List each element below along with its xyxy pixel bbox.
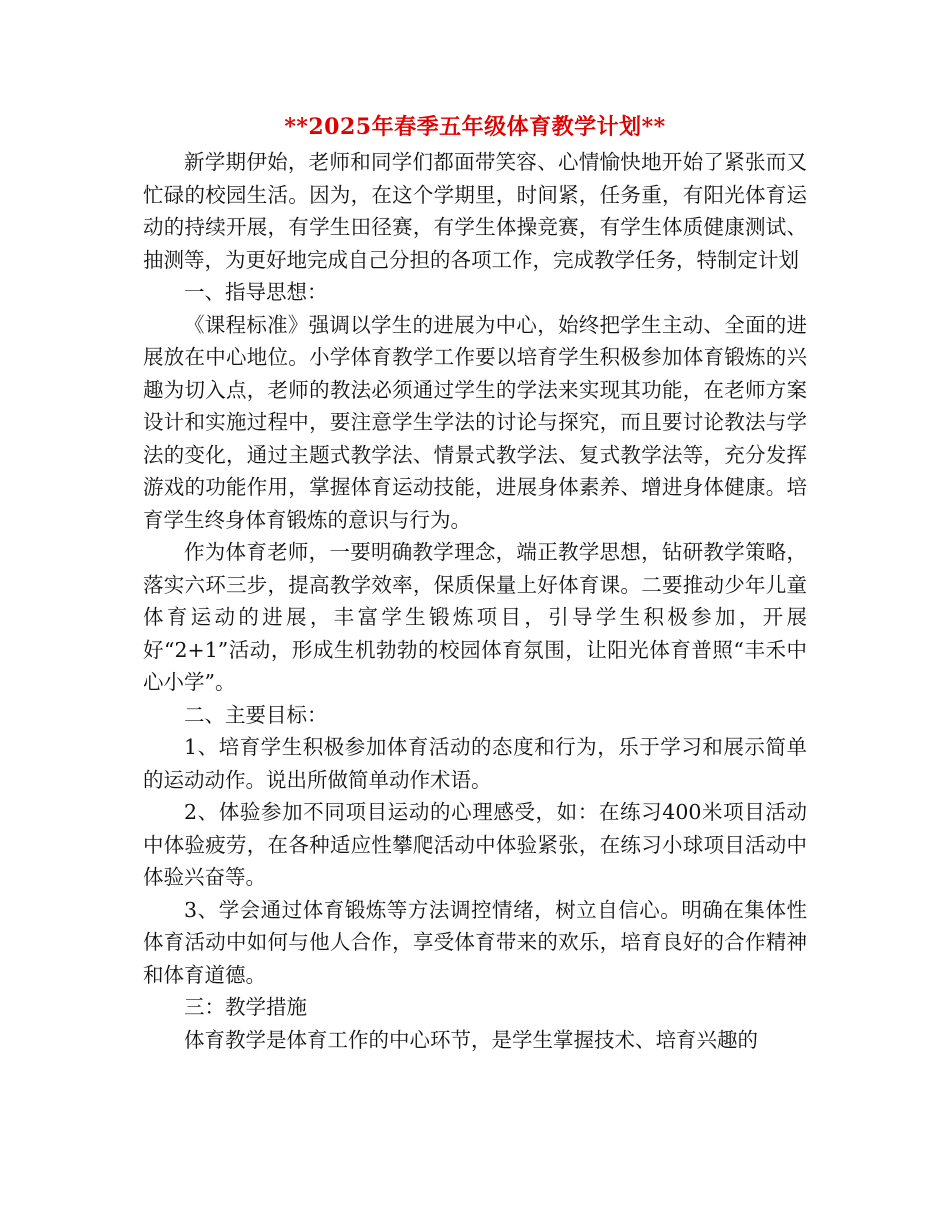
heading-guiding-thought: 一、指导思想：	[184, 280, 328, 304]
paragraph-teacher-role: 作为体育老师，一要明确教学理念，端正教学思想，钻研教学策略，落实六环三步，提高教学效率，保质保量上好体育课。二要推动少年儿童体育运动的进展，丰富学生锻炼项目，引导学生积极参加，开展好“2+1”活动，形成生机勃勃的校园体育氛围，让阳光体育普照“丰禾中心小学”。	[143, 540, 807, 694]
paragraph-curriculum-standard: 《课程标准》强调以学生的进展为中心，始终把学生主动、全面的进展放在中心地位。小学体育教学工作要以培育学生积极参加体育锻炼的兴趣为切入点，老师的教法必须通过学生的学法来实现其功能，在老师方案设计和实施过程中，要注意学生学法的讨论与探究，而且要讨论教法与学法的变化，通过主题式教学法、情景式教学法、复式教学法等，充分发挥游戏的功能作用，掌握体育运动技能，进展身体素养、增进身体健康。培育学生终身体育锻炼的意识与行为。	[143, 312, 807, 532]
goal-item-3: 3、学会通过体育锻炼等方法调控情绪，树立自信心。明确在集体性体育活动中如何与他人合作，享受体育带来的欢乐，培育良好的合作精神和体育道德。	[143, 897, 807, 987]
document-body	[143, 146, 807, 1056]
heading-teaching-measures: 三：教学措施	[184, 995, 307, 1019]
document-title: **2025年春季五年级体育教学计划**	[284, 114, 666, 140]
heading-main-goals: 二、主要目标：	[184, 702, 328, 727]
goal-item-1: 1、培育学生积极参加体育活动的态度和行为，乐于学习和展示简单的运动动作。说出所做简单动作术语。	[143, 735, 807, 792]
paragraph-intro: 新学期伊始，老师和同学们都面带笑容、心情愉快地开始了紧张而又忙碌的校园生活。因为，在这个学期里，时间紧，任务重，有阳光体育运动的持续开展，有学生田径赛，有学生体操竞赛，有学生体质健康测试、抽测等，为更好地完成自己分担的各项工作，完成教学任务，特制定计划	[143, 150, 807, 272]
paragraph-teaching-measures: 体育教学是体育工作的中心环节，是学生掌握技术、培育兴趣的	[184, 1027, 758, 1052]
goal-item-2: 2、体验参加不同项目运动的心理感受，如：在练习400米项目活动中体验疲劳，在各种适应性攀爬活动中体验紧张，在练习小球项目活动中体验兴奋等。	[143, 800, 807, 889]
